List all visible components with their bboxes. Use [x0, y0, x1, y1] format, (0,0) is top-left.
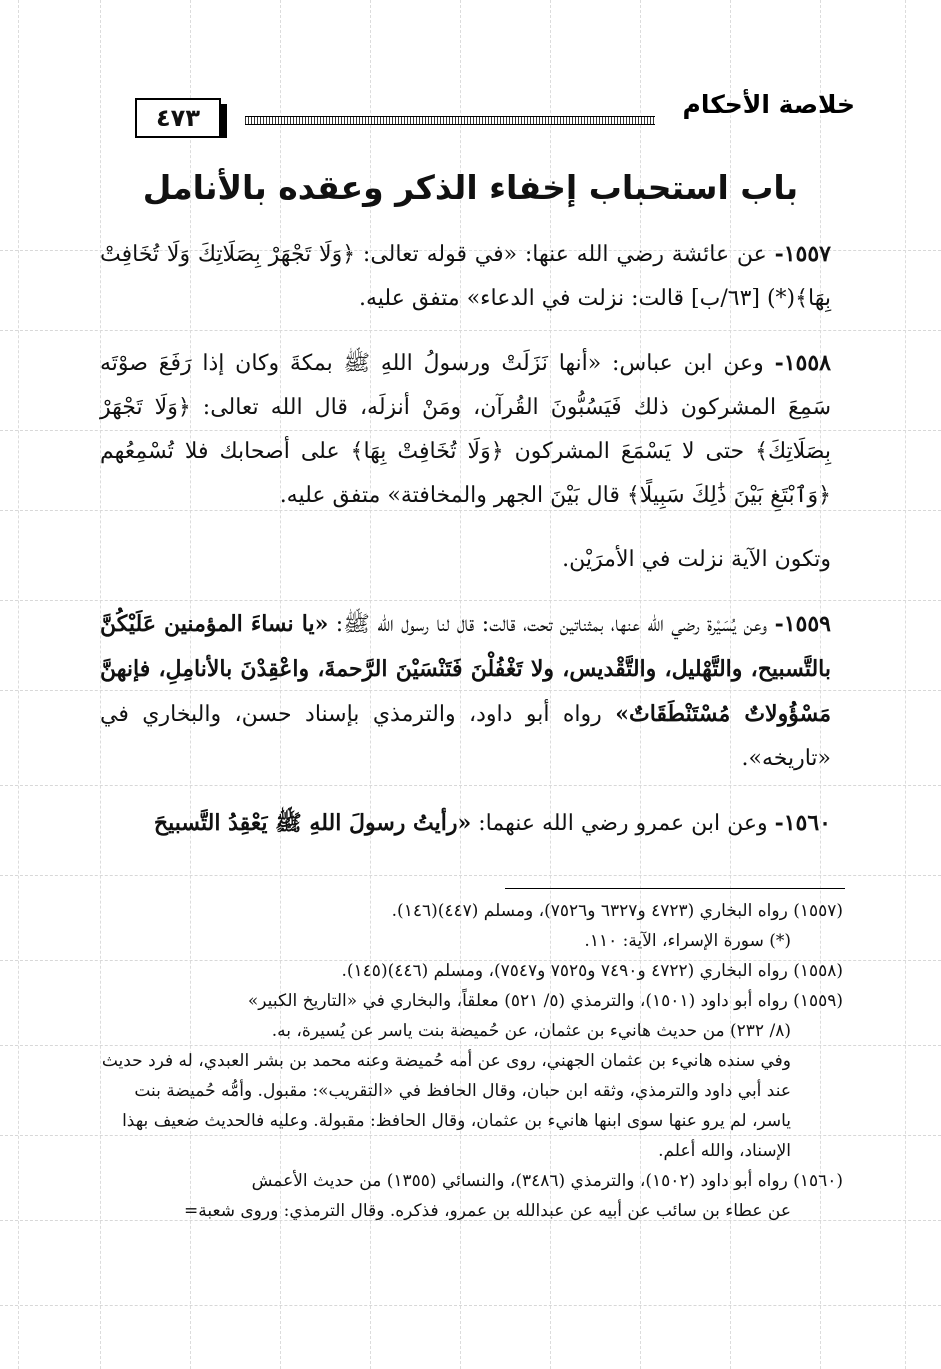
- footnote: (١٥٥٩) رواه أبو داود (١٥٠١)، والترمذي (٥/ ٥٢١) معلقاً، والبخاري في «التاريخ الكبير»: [247, 991, 843, 1011]
- paragraph-text: وعن يُسَيْرة رضي الله عنها، بمثناتين تحت، قالت: قال لنا رسول الله ﷺ:: [335, 612, 768, 637]
- footnote: (١٥٦٠) رواه أبو داود (١٥٠٢)، والترمذي (٣٤٨٦)، والنسائي (١٣٥٥) من حديث الأعمش: [251, 1171, 843, 1191]
- footnote-separator: [505, 888, 845, 889]
- hadith-quote: «رأيتُ رسولَ اللهِ ﷺ يَعْقِدُ التَّسبيحَ: [153, 810, 472, 836]
- grid-line: [0, 1305, 941, 1306]
- grid-line: [0, 875, 941, 876]
- paragraph-text: رواه أبو داود، والترمذي بإسناد حسن، والبخاري في «تاريخه».: [100, 702, 831, 771]
- page-number: ٤٧٣: [135, 98, 221, 138]
- paragraph-note: [100, 538, 831, 582]
- page-header: [95, 88, 855, 134]
- paragraph-text: وتكون الآية نزلت في الأمرَيْن.: [562, 547, 831, 572]
- main-text: [100, 232, 831, 866]
- paragraph-text: وعن ابن عباس: «أنها نَزَلَتْ ورسولُ اللهِ ﷺ بمكةَ وكان إذا رَفَعَ صوْتَه سَمِعَ المشركون ذلك فَيَسُبُّونَ القُرآن، ومَنْ أنزلَه، قال الله تعالى: ﴿وَلَا تَجْهَرْ بِصَلَاتِكَ﴾ حتى لا يَسْمَعَ المشركون ﴿وَلَا تُخَافِتْ بِهَا﴾ على أصحابك فلا تُسْمِعُهم ﴿وَٱبْتَغِ بَيْنَ ذَٰلِكَ سَبِيلًا﴾ قال بَيْنَ الجهر والمخافتة» متفق عليه.: [100, 351, 831, 508]
- footnote: (٨/ ٢٣٢) من حديث هانيء بن عثمان، عن حُميضة بنت ياسر عن يُسيرة، به.: [271, 1021, 791, 1041]
- footnote: عن عطاء بن سائب عن أبيه عن عبدالله بن عمرو، فذكره. وقال الترمذي: وروى شعبة=: [184, 1201, 791, 1221]
- hadith-number: ١٥٥٧-: [774, 241, 831, 267]
- paragraph-1559: [100, 602, 831, 781]
- paragraph-1558: [100, 341, 831, 518]
- chapter-title: باب استحباب إخفاء الذكر وعقده بالأنامل: [142, 168, 799, 207]
- footnote: (١٥٥٧) رواه البخاري (٤٧٢٣ و٦٣٢٧ و٧٥٢٦)، ومسلم (٤٤٧)(١٤٦).: [391, 901, 843, 921]
- hadith-number: ١٥٦٠-: [774, 810, 831, 836]
- footnotes: [95, 896, 843, 1226]
- paragraph-1557: [100, 232, 831, 321]
- footnote: وفي سنده هانيء بن عثمان الجهني، روى عن أمه حُميضة وعنه محمد بن بشر العبدي، له فرد حديث عند أبي داود والترمذي، وثقه ابن حبان، وقال الحافظ في «التقريب»: مقبول. وأمُّه حُميضة بنت ياسر، لم يرو عنها سوى ابنها هانيء بن عثمان، وقال الحافظ: مقبولة. وعليه فالحديث ضعيف بهذا الإسناد، والله أعلم.: [101, 1051, 791, 1161]
- grid-line: [18, 0, 19, 1369]
- header-rule: [245, 116, 655, 125]
- running-title: خلاصة الأحكام: [682, 90, 855, 119]
- footnote: (١٥٥٨) رواه البخاري (٤٧٢٢ و٧٤٩٠ و٧٥٢٥ و٧٥٤٧)، ومسلم (٤٤٦)(١٤٥).: [341, 961, 843, 981]
- hadith-number: ١٥٥٩-: [774, 611, 831, 637]
- paragraph-1560: [100, 801, 831, 846]
- footnote: (*) سورة الإسراء، الآية: ١١٠.: [584, 931, 791, 951]
- grid-line: [905, 0, 906, 1369]
- paragraph-text: وعن ابن عمرو رضي الله عنهما:: [478, 811, 768, 836]
- hadith-quote: «يا نساءَ المؤمنين عَلَيْكُنَّ بالتَّسبيح، والتَّهْليل، والتَّقْديس، ولا تَغْفُلْنَ فَتَنْسَيْنَ الرَّحمةَ، واعْقِدْنَ بالأنامِلِ، فإنهنَّ مَسْؤُولاتٌ مُسْتَنْطَقَاتٌ»: [100, 611, 832, 727]
- hadith-number: ١٥٥٨-: [774, 350, 831, 376]
- paragraph-text: عن عائشة رضي الله عنها: «في قوله تعالى: ﴿وَلَا تَجْهَرْ بِصَلَاتِكَ وَلَا تُخَافِتْ بِهَا﴾(*) [٦٣/ب] قالت: نزلت في الدعاء» متفق عليه.: [100, 242, 831, 311]
